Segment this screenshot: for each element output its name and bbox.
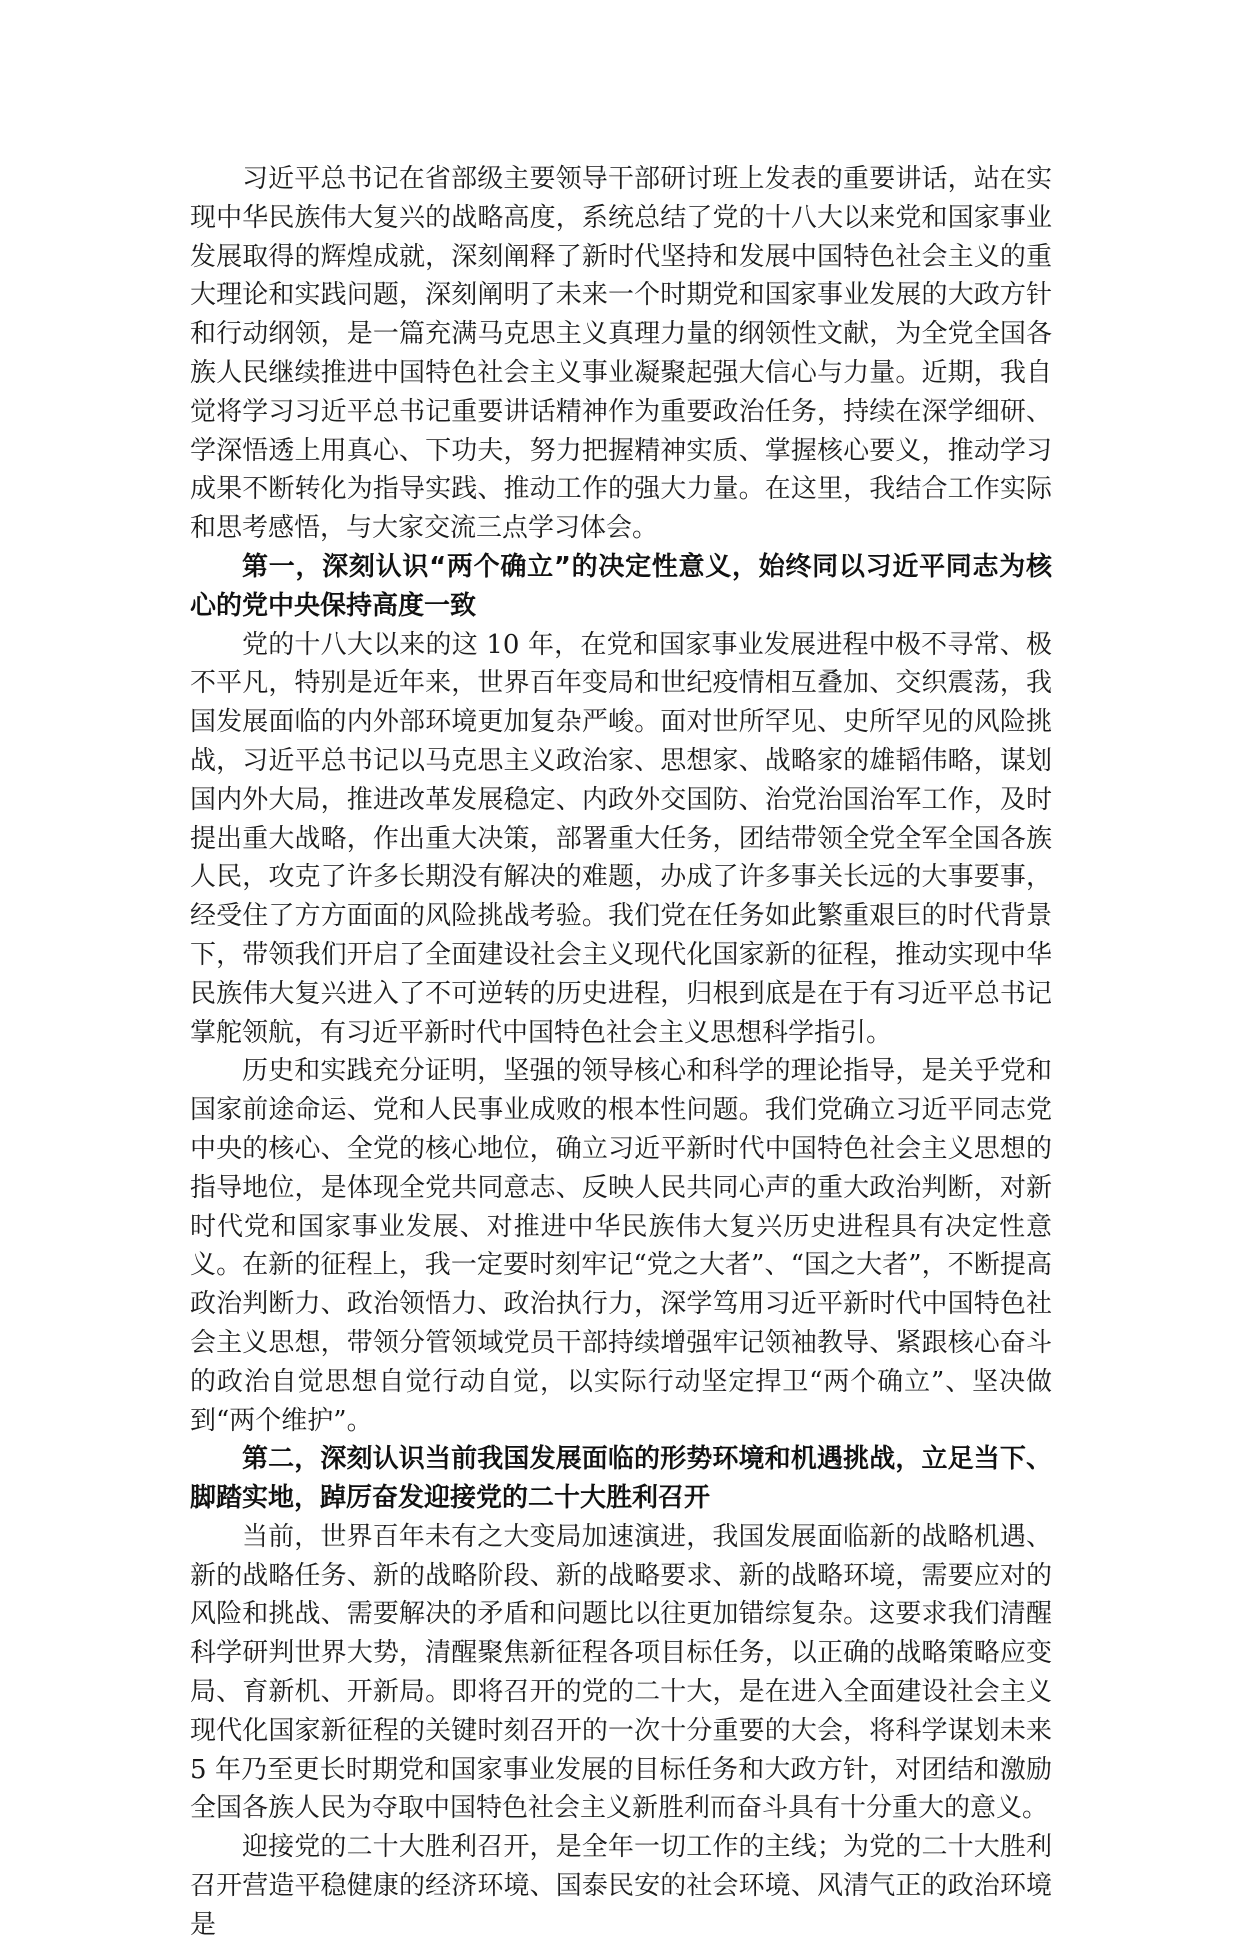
intro-paragraph: 习近平总书记在省部级主要领导干部研讨班上发表的重要讲话，站在实现中华民族伟大复兴的战略高度，系统总结了党的十八大以来党和国家事业发展取得的辉煌成就，深刻阐释了新时代坚持和发展中国特色社会主义的重大理论和实践问题，深刻阐明了未来一个时期党和国家事业发展的大政方针和行动纲领，是一篇充满马克思主义真理力量的纲领性文献，为全党全国各族人民继续推进中国特色社会主义事业凝聚起强大信心与力量。近期，我自觉将学习习近平总书记重要讲话精神作为重要政治任务，持续在深学细研、学深悟透上用真心、下功夫，努力把握精神实质、掌握核心要义，推动学习成果不断转化为指导实践、推动工作的强大力量。在这里，我结合工作实际和思考感悟，与大家交流三点学习体会。 [190, 164, 1052, 544]
section-2-paragraph-2: 迎接党的二十大胜利召开，是全年一切工作的主线；为党的二十大胜利召开营造平稳健康的经济环境、国泰民安的社会环境、风清气正的政治环境是 [190, 1832, 1052, 1940]
section-1-paragraph-2: 历史和实践充分证明，坚强的领导核心和科学的理论指导，是关乎党和国家前途命运、党和人民事业成败的根本性问题。我们党确立习近平同志党中央的核心、全党的核心地位，确立习近平新时代中国特色社会主义思想的指导地位，是体现全党共同意志、反映人民共同心声的重大政治判断，对新时代党和国家事业发展、对推进中华民族伟大复兴历史进程具有决定性意义。在新的征程上，我一定要时刻牢记“党之大者”、“国之大者”，不断提高政治判断力、政治领悟力、政治执行力，深学笃用习近平新时代中国特色社会主义思想，带领分管领域党员干部持续增强牢记领袖教导、紧跟核心奋斗的政治自觉思想自觉行动自觉，以实际行动坚定捍卫“两个确立”、坚决做到“两个维护”。 [190, 1056, 1052, 1436]
section-heading-2: 第二，深刻认识当前我国发展面临的形势环境和机遇挑战，立足当下、脚踏实地，踔厉奋发迎接党的二十大胜利召开 [190, 1444, 1052, 1514]
section-1-paragraph-1: 党的十八大以来的这 10 年，在党和国家事业发展进程中极不寻常、极不平凡，特别是近年来，世界百年变局和世纪疫情相互叠加、交织震荡，我国发展面临的内外部环境更加复杂严峻。面对世所罕见、史所罕见的风险挑战，习近平总书记以马克思主义政治家、思想家、战略家的雄韬伟略，谋划国内外大局，推进改革发展稳定、内政外交国防、治党治国治军工作，及时提出重大战略，作出重大决策，部署重大任务，团结带领全党全军全国各族人民，攻克了许多长期没有解决的难题，办成了许多事关长远的大事要事，经受住了方方面面的风险挑战考验。我们党在任务如此繁重艰巨的时代背景下，带领我们开启了全面建设社会主义现代化国家新的征程，推动实现中华民族伟大复兴进入了不可逆转的历史进程，归根到底是在于有习近平总书记掌舵领航，有习近平新时代中国特色社会主义思想科学指引。 [190, 629, 1052, 1048]
document-page [190, 160, 1052, 1940]
section-2-paragraph-1: 当前，世界百年未有之大变局加速演进，我国发展面临新的战略机遇、新的战略任务、新的战略阶段、新的战略要求、新的战略环境，需要应对的风险和挑战、需要解决的矛盾和问题比以往更加错综复杂。这要求我们清醒科学研判世界大势，清醒聚焦新征程各项目标任务，以正确的战略策略应变局、育新机、开新局。即将召开的党的二十大，是在进入全面建设社会主义现代化国家新征程的关键时刻召开的一次十分重要的大会，将科学谋划未来 5 年乃至更长时期党和国家事业发展的目标任务和大政方针，对团结和激励全国各族人民为夺取中国特色社会主义新胜利而奋斗具有十分重大的意义。 [190, 1521, 1052, 1824]
section-heading-1: 第一，深刻认识“两个确立”的决定性意义，始终同以习近平同志为核心的党中央保持高度一致 [190, 551, 1052, 621]
